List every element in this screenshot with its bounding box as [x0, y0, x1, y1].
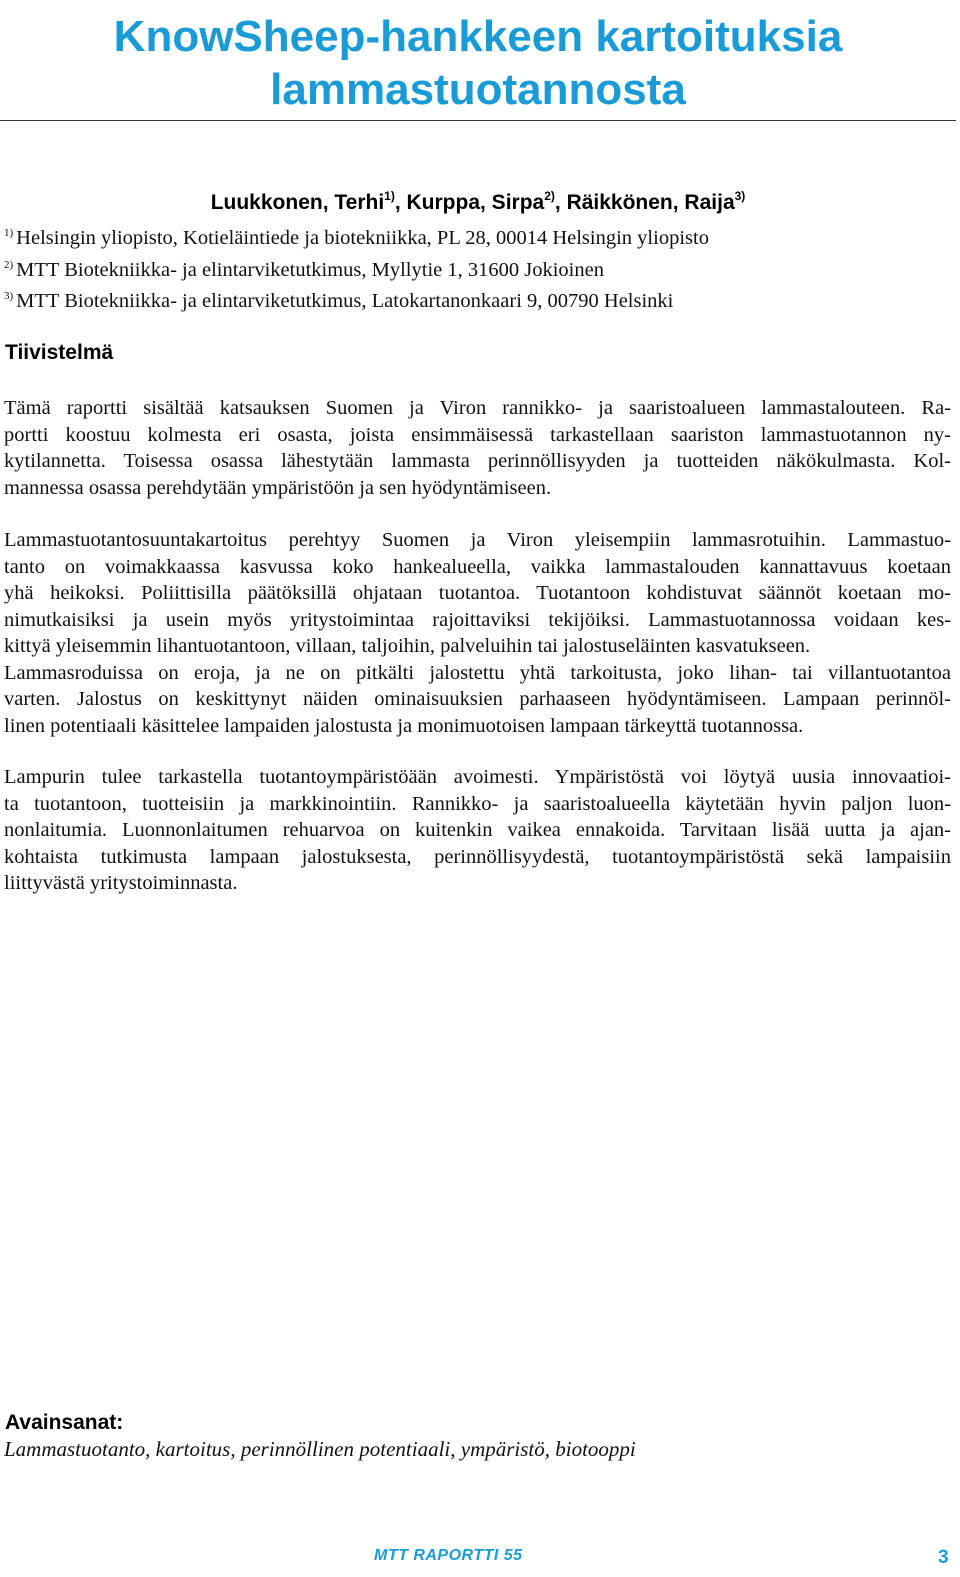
affiliation-text: MTT Biotekniikka- ja elintarviketutkimus, Myllytie 1, 31600 Jokioinen: [16, 258, 604, 281]
paragraph-line: linen potentiaali käsittelee lampaiden jalostusta ja monimuotoisen lampaan tärkeyttä tuotannossa.: [4, 714, 804, 737]
document-title: [0, 10, 956, 116]
paragraph-line: Lammasroduissa on eroja, ja ne on pitkälti jalostettu yhtä tarkoitusta, joko lihan- tai villantuotantoa: [4, 661, 951, 684]
abstract-paragraph: [4, 527, 951, 739]
affiliation-item: [4, 252, 904, 284]
keywords-text: Lammastuotanto, kartoitus, perinnöllinen potentiaali, ympäristö, biotooppi: [4, 1437, 636, 1461]
author-name: Räikkönen, Raija: [566, 191, 735, 214]
paragraph-line: kittyä yleisemmin lihantuotantoon, villaan, taljoihin, palveluihin tai jalostuseläinten kasvatukseen.: [4, 635, 811, 657]
title-divider: [0, 120, 956, 121]
author-name: Luukkonen, Terhi: [210, 191, 385, 214]
affiliation-marker: 1): [4, 227, 14, 239]
title-line-1: KnowSheep-hankkeen kartoituksia: [113, 12, 843, 61]
paragraph-line: tanto on voimakkaassa kasvussa koko hankealueella, vaikka lammastalouden kannattavuus koetaan: [4, 555, 951, 578]
paragraph-line: nonlaitumia. Luonnonlaitumen rehuarvoa on kuitenkin vaikea ennakoida. Tarvitaan lisää uutta ja ajan-: [4, 819, 951, 841]
author-affiliation-marker: 1): [384, 189, 395, 203]
keywords-heading: Avainsanat:: [5, 1411, 124, 1434]
paragraph-line: liittyvästä yritystoiminnasta.: [4, 872, 238, 894]
page-number: 3: [938, 1547, 949, 1568]
affiliation-list: [4, 220, 904, 315]
author-affiliation-marker: 2): [544, 189, 555, 203]
paragraph-line: mannessa osassa perehdytään ympäristöön ja sen hyödyntämiseen.: [4, 476, 552, 499]
author-affiliation-marker: 3): [734, 189, 746, 203]
affiliation-marker: 2): [4, 258, 14, 271]
author-separator: ,: [394, 191, 407, 214]
affiliation-item: [4, 220, 904, 252]
author-separator: ,: [554, 191, 567, 214]
affiliation-text: MTT Biotekniikka- ja elintarviketutkimus, Latokartanonkaari 9, 00790 Helsinki: [16, 290, 674, 312]
paragraph-line: kytilannetta. Toisessa osassa lähestytään lammasta perinnöllisyyden ja tuotteiden näkökulmasta. Kol-: [4, 450, 951, 472]
paragraph-line: yhä heikoksi. Poliittisilla päätöksillä ohjataan tuotantoa. Tuotantoon kohdistuvat säännöt koetaan mo-: [4, 582, 951, 604]
abstract-heading: Tiivistelmä: [5, 341, 114, 364]
paragraph-line: kohtaista tutkimusta lampaan jalostuksesta, perinnöllisyydestä, tuotantoympäristöstä sekä lampaisiin: [4, 845, 951, 868]
abstract-paragraph: [4, 764, 951, 897]
series-footer: MTT RAPORTTI 55: [374, 1547, 523, 1564]
affiliation-marker: 3): [4, 290, 14, 302]
paragraph-line: Tämä raportti sisältää katsauksen Suomen ja Viron rannikko- ja saaristoalueen lammastalouteen. Ra-: [4, 397, 951, 419]
paragraph-line: nimutkaisiksi ja usein myös yritystoimintaa rajoittaviksi tekijöiksi. Lammastuotannossa voidaan kes-: [4, 608, 951, 631]
paragraph-line: varten. Jalostus on keskittynyt näiden ominaisuuksien parhaaseen hyödyntämiseen. Lampaan perinnöl-: [4, 688, 951, 710]
abstract-paragraph: [4, 395, 951, 501]
author-name: Kurppa, Sirpa: [406, 191, 545, 214]
author-list: [0, 189, 956, 215]
affiliation-text: Helsingin yliopisto, Kotieläintiede ja biotekniikka, PL 28, 00014 Helsingin yliopisto: [16, 227, 709, 249]
paragraph-line: ta tuotantoon, tuotteisiin ja markkinointiin. Rannikko- ja saaristoalueella käytetään hyvin paljon luon-: [4, 792, 951, 815]
paragraph-line: Lammastuotantosuuntakartoitus perehtyy Suomen ja Viron yleisempiin lammasrotuihin. Lammastuo-: [4, 529, 951, 551]
title-line-2: lammastuotannosta: [270, 65, 686, 114]
paragraph-line: portti koostuu kolmesta eri osasta, joista ensimmäisessä tarkastellaan saariston lammastuotannon ny-: [4, 423, 951, 446]
affiliation-item: [4, 283, 904, 315]
paragraph-line: Lampurin tulee tarkastella tuotantoympäristöään avoimesti. Ympäristöstä voi löytyä uusia innovaatioi-: [4, 766, 951, 788]
